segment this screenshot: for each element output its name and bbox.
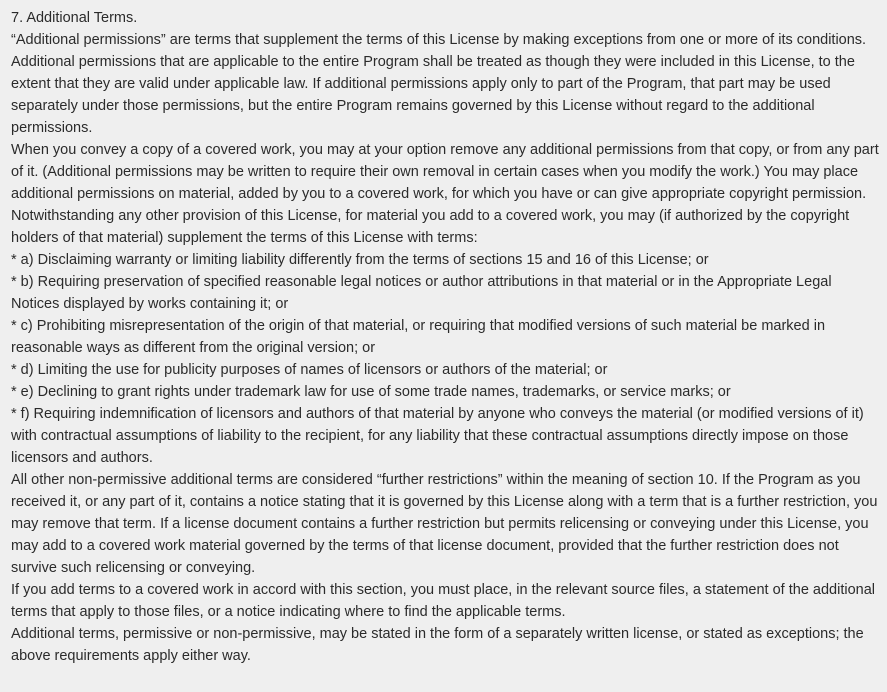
list-item-b: * b) Requiring preservation of specified reasonable legal notices or author attributions in that material or in the Appropriate Legal Notices displayed by works containing it; or	[11, 274, 832, 312]
list-item-c: * c) Prohibiting misrepresentation of the origin of that material, or requiring that modified versions of such material be marked in reasonable ways as different from the original version; or	[11, 318, 826, 356]
stated-form-paragraph: Additional terms, permissive or non-permissive, may be stated in the form of a separately written license, or stated as exceptions; the above requirements apply either way.	[11, 626, 864, 664]
list-item-a: * a) Disclaiming warranty or limiting liability differently from the terms of sections 15 and 16 of this License; or	[11, 252, 709, 268]
additional-permissions-paragraph: “Additional permissions” are terms that supplement the terms of this License by making exceptions from one or more of its conditions. Additional permissions that are applicable to the entire Program shall be treated as though they were included in this License, to the extent that they are valid under applicable law. If additional permissions apply only to part of the Program, that part may be used separately under those permissions, but the entire Program remains governed by this License without regard to the additional permissions.	[11, 32, 867, 136]
further-restrictions-paragraph: All other non-permissive additional terms are considered “further restrictions” within the meaning of section 10. If the Program as you received it, or any part of it, contains a notice stating that it is governed by this License along with a term that is a further restriction, you may remove that term. If a license document contains a further restriction but permits relicensing or conveying under this License, you may add to a covered work material governed by the terms of that license document, provided that the further restriction does not survive such relicensing or conveying.	[11, 472, 878, 576]
source-files-paragraph: If you add terms to a covered work in accord with this section, you must place, in the relevant source files, a statement of the additional terms that apply to those files, or a notice indicating where to find the applicable terms.	[11, 582, 875, 620]
list-item-d: * d) Limiting the use for publicity purposes of names of licensors or authors of the material; or	[11, 362, 608, 378]
supplement-terms-paragraph: Notwithstanding any other provision of this License, for material you add to a covered work, you may (if authorized by the copyright holders of that material) supplement the terms of this License with terms:	[11, 208, 850, 246]
remove-permissions-paragraph: When you convey a copy of a covered work, you may at your option remove any additional permissions from that copy, or from any part of it. (Additional permissions may be written to require their own removal in certain cases when you modify the work.) You may place additional permissions on material, added by you to a covered work, for which you have or can give appropriate copyright permission.	[11, 142, 879, 202]
list-item-e: * e) Declining to grant rights under trademark law for use of some trade names, trademarks, or service marks; or	[11, 384, 731, 400]
section-heading: 7. Additional Terms.	[11, 10, 138, 26]
list-item-f: * f) Requiring indemnification of licensors and authors of that material by anyone who conveys the material (or modified versions of it) with contractual assumptions of liability to the recipient, for any liability that these contractual assumptions directly impose on those licensors and authors.	[11, 406, 864, 466]
